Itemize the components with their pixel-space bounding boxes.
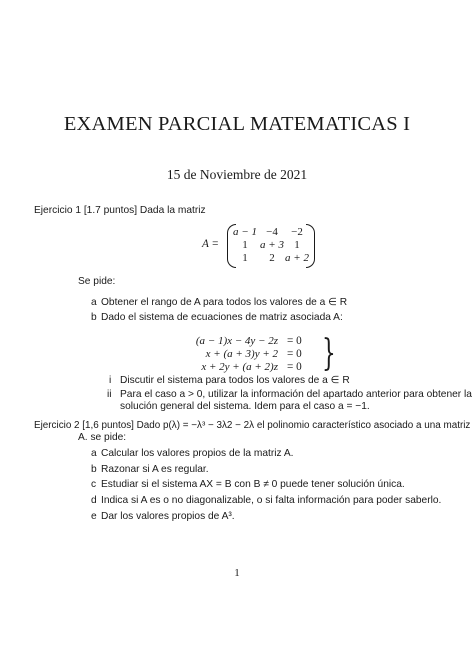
matrix-cell: 2 bbox=[269, 252, 275, 264]
equation-rhs: = 0 bbox=[287, 348, 302, 360]
equation-row: x + (a + 3)y + 2 bbox=[205, 348, 278, 360]
list-item: Indica si A es o no diagonalizable, o si falta información para poder saberlo. bbox=[101, 495, 442, 506]
list-item: Dar los valores propios de A³. bbox=[101, 511, 235, 522]
matrix-cell: a + 3 bbox=[260, 239, 284, 251]
matrix-cell: 1 bbox=[294, 239, 300, 251]
matrix-cell: −2 bbox=[291, 226, 303, 238]
sublist-item: Discutir el sistema para todos los valores de a ∈ R bbox=[120, 375, 350, 386]
list-item-marker: a bbox=[91, 448, 97, 459]
sublist-marker: ii bbox=[107, 389, 112, 400]
sublist-item-line: solución general del sistema. Idem para el caso a = −1. bbox=[120, 401, 370, 412]
list-item: Calcular los valores propios de la matriz A. bbox=[101, 448, 294, 459]
list-item: Dado el sistema de ecuaciones de matriz asociada A: bbox=[101, 312, 343, 323]
equation-rhs: = 0 bbox=[287, 335, 302, 347]
matrix-label: A = bbox=[202, 238, 219, 250]
list-item: Estudiar si el sistema AX = B con B ≠ 0 puede tener solución única. bbox=[101, 479, 405, 490]
se-pide-label: Se pide: bbox=[78, 276, 116, 287]
page-number: 1 bbox=[234, 567, 240, 579]
list-item-marker: e bbox=[91, 511, 97, 522]
ex1-heading: Ejercicio 1 [1.7 puntos] Dada la matriz bbox=[34, 205, 206, 216]
list-item: Razonar si A es regular. bbox=[101, 464, 209, 475]
sublist-item-line: Para el caso a > 0, utilizar la información del apartado anterior para obtener la bbox=[120, 389, 472, 400]
list-item-marker: d bbox=[91, 495, 97, 506]
ex2-heading-line: Ejercicio 2 [1,6 puntos] Dado p(λ) = −λ³ − 3λ2 − 2λ el polinomio característico asociado a una matriz bbox=[34, 420, 471, 431]
list-item-marker: a bbox=[91, 297, 97, 308]
matrix-cell: a + 2 bbox=[285, 252, 309, 264]
equation-row: (a − 1)x − 4y − 2z bbox=[195, 335, 278, 347]
exam-title: EXAMEN PARCIAL MATEMATICAS I bbox=[63, 113, 411, 135]
list-item-marker: b bbox=[91, 312, 97, 323]
matrix-cell: a − 1 bbox=[233, 226, 257, 238]
matrix-cell: −4 bbox=[266, 226, 278, 238]
matrix-cell: 1 bbox=[242, 252, 248, 264]
equation-rhs: = 0 bbox=[287, 361, 302, 373]
ex2-heading-line: A. se pide: bbox=[78, 432, 127, 443]
right-brace: } bbox=[322, 333, 336, 374]
list-item-marker: c bbox=[91, 479, 97, 490]
matrix bbox=[202, 224, 322, 266]
equation-row: x + 2y + (a + 2)z bbox=[201, 361, 278, 373]
list-item: Obtener el rango de A para todos los valores de a ∈ R bbox=[101, 297, 348, 308]
list-item-marker: b bbox=[91, 464, 97, 475]
exam-date: 15 de Noviembre de 2021 bbox=[166, 167, 308, 182]
matrix-cell: 1 bbox=[242, 239, 248, 251]
sublist-marker: i bbox=[109, 375, 112, 386]
